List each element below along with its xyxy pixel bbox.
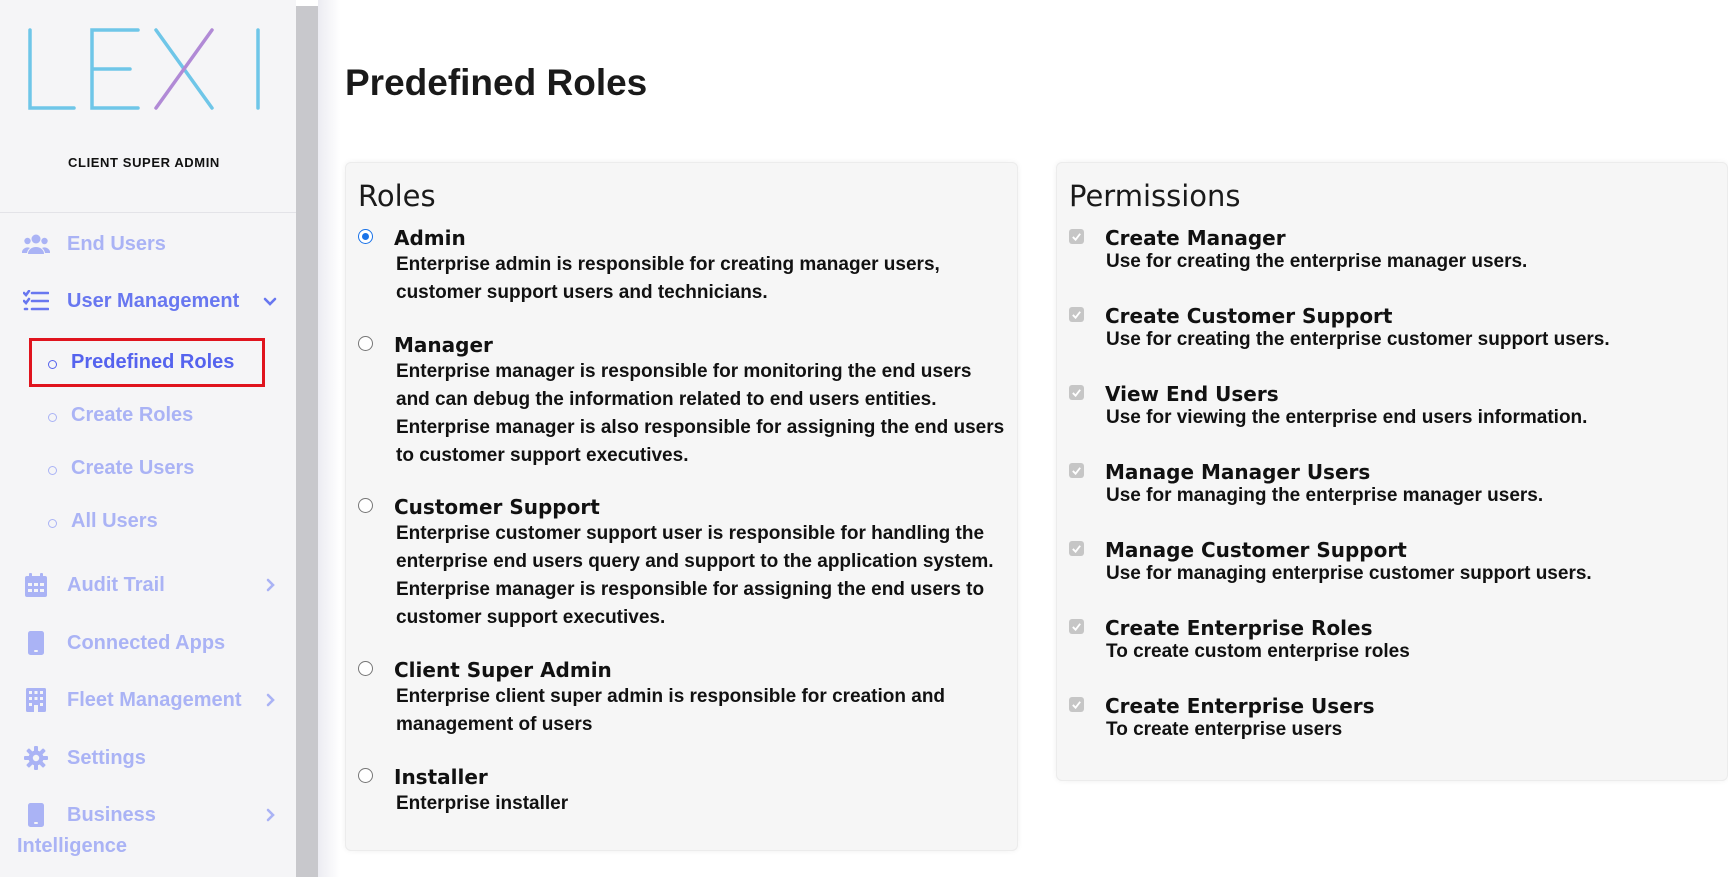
sidebar-scrollbar[interactable] <box>296 6 318 877</box>
role-description: Enterprise installer <box>396 793 569 814</box>
role-description: Enterprise customer support user is responsible for handling the enterprise end users query and support to the application system. Enterprise manager is responsible for assigning the end users to customer support executives. <box>396 523 994 628</box>
sidebar-shadow <box>318 0 340 877</box>
roles-card <box>345 162 1018 851</box>
sidebar <box>0 0 296 877</box>
sidebar-item-settings[interactable] <box>0 738 296 778</box>
building-icon <box>22 686 50 714</box>
checkmark-icon <box>1071 621 1082 632</box>
role-description: Enterprise client super admin is responsible for creation and management of users <box>396 686 946 735</box>
sidebar-item-label: Settings <box>67 746 146 769</box>
sidebar-subitem-create-users[interactable] <box>32 446 262 490</box>
checkmark-icon <box>1071 543 1082 554</box>
permission-checkbox[interactable] <box>1069 229 1084 244</box>
role-name: Installer <box>394 765 488 789</box>
sidebar-item-label: Fleet Management <box>67 688 242 711</box>
role-description: Enterprise manager is responsible for monitoring the end users and can debug the information related to end users entities. Enterprise manager is also responsible for assigning the end users to customer support executives. <box>396 361 1005 466</box>
role-name: Manager <box>394 333 493 357</box>
permission-checkbox[interactable] <box>1069 385 1084 400</box>
permission-description: Use for viewing the enterprise end users information. <box>1106 407 1588 428</box>
circle-bullet-icon <box>48 413 57 422</box>
role-radio-customer-support[interactable] <box>358 498 373 513</box>
mobile-phone-icon <box>22 629 50 657</box>
sidebar-subitem-label: Predefined Roles <box>71 350 235 373</box>
role-radio-client-super-admin[interactable] <box>358 661 373 676</box>
circle-bullet-icon <box>48 519 57 528</box>
sidebar-item-label: User Management <box>67 289 240 312</box>
permission-name: Create Customer Support <box>1105 304 1393 328</box>
sidebar-item-business-intelligence[interactable] <box>0 795 296 835</box>
role-name: Admin <box>394 226 466 250</box>
permission-description: Use for managing the enterprise manager users. <box>1106 485 1544 506</box>
sidebar-subitem-all-users[interactable] <box>32 499 262 543</box>
user-role-label: CLIENT SUPER ADMIN <box>68 155 220 170</box>
chevron-right-icon <box>262 577 278 593</box>
permission-checkbox[interactable] <box>1069 697 1084 712</box>
checkmark-icon <box>1071 231 1082 242</box>
users-group-icon <box>22 230 50 258</box>
sidebar-subitem-label: All Users <box>71 509 158 532</box>
calendar-icon <box>22 571 50 599</box>
sidebar-item-connected-apps[interactable] <box>0 623 296 663</box>
sidebar-divider <box>0 212 296 213</box>
role-name: Customer Support <box>394 495 600 519</box>
sidebar-item-label: End Users <box>67 232 166 255</box>
checkmark-icon <box>1071 465 1082 476</box>
permission-description: Use for managing enterprise customer support users. <box>1106 563 1592 584</box>
lexi-logo <box>26 26 262 112</box>
chevron-right-icon <box>262 692 278 708</box>
sidebar-item-label: Audit Trail <box>67 573 165 596</box>
permission-description: To create enterprise users <box>1106 719 1343 740</box>
sidebar-subitem-create-roles[interactable] <box>32 393 262 437</box>
permission-description: Use for creating the enterprise manager users. <box>1106 251 1528 272</box>
permission-name: Create Enterprise Roles <box>1105 616 1373 640</box>
role-radio-manager[interactable] <box>358 336 373 351</box>
checkmark-icon <box>1071 387 1082 398</box>
circle-bullet-icon <box>48 466 57 475</box>
permission-checkbox[interactable] <box>1069 541 1084 556</box>
permission-name: Manage Customer Support <box>1105 538 1407 562</box>
sidebar-item-label: Connected Apps <box>67 631 226 654</box>
permission-name: Manage Manager Users <box>1105 460 1371 484</box>
permissions-card <box>1056 162 1728 781</box>
permission-name: Create Manager <box>1105 226 1286 250</box>
page-title: Predefined Roles <box>345 62 648 103</box>
role-radio-installer[interactable] <box>358 768 373 783</box>
roles-card-title: Roles <box>358 179 436 213</box>
sidebar-item-label: Business <box>67 803 156 826</box>
permission-description: Use for creating the enterprise customer support users. <box>1106 329 1610 350</box>
sidebar-item-end-users[interactable] <box>0 224 296 264</box>
mobile-phone-icon <box>22 801 50 829</box>
gear-icon <box>22 744 50 772</box>
list-check-icon <box>22 287 50 315</box>
permission-name: Create Enterprise Users <box>1105 694 1375 718</box>
sidebar-item-label-continued[interactable]: Intelligence <box>17 835 128 857</box>
sidebar-item-audit-trail[interactable] <box>0 565 296 605</box>
sidebar-subitem-label: Create Roles <box>71 403 194 426</box>
permission-checkbox[interactable] <box>1069 307 1084 322</box>
permission-checkbox[interactable] <box>1069 619 1084 634</box>
checkmark-icon <box>1071 699 1082 710</box>
chevron-down-icon <box>262 293 278 309</box>
sidebar-item-fleet-management[interactable] <box>0 680 296 720</box>
sidebar-subitem-label: Create Users <box>71 456 195 479</box>
sidebar-item-user-management[interactable] <box>0 281 296 321</box>
permission-name: View End Users <box>1105 382 1279 406</box>
permission-checkbox[interactable] <box>1069 463 1084 478</box>
sidebar-subitem-predefined-roles[interactable] <box>32 340 262 384</box>
role-description: Enterprise admin is responsible for creating manager users, customer support users and technicians. <box>396 254 940 303</box>
chevron-right-icon <box>262 807 278 823</box>
circle-bullet-icon <box>48 360 57 369</box>
checkmark-icon <box>1071 309 1082 320</box>
role-name: Client Super Admin <box>394 658 612 682</box>
permissions-card-title: Permissions <box>1069 179 1241 213</box>
permission-description: To create custom enterprise roles <box>1106 641 1410 662</box>
role-radio-admin[interactable] <box>358 229 373 244</box>
